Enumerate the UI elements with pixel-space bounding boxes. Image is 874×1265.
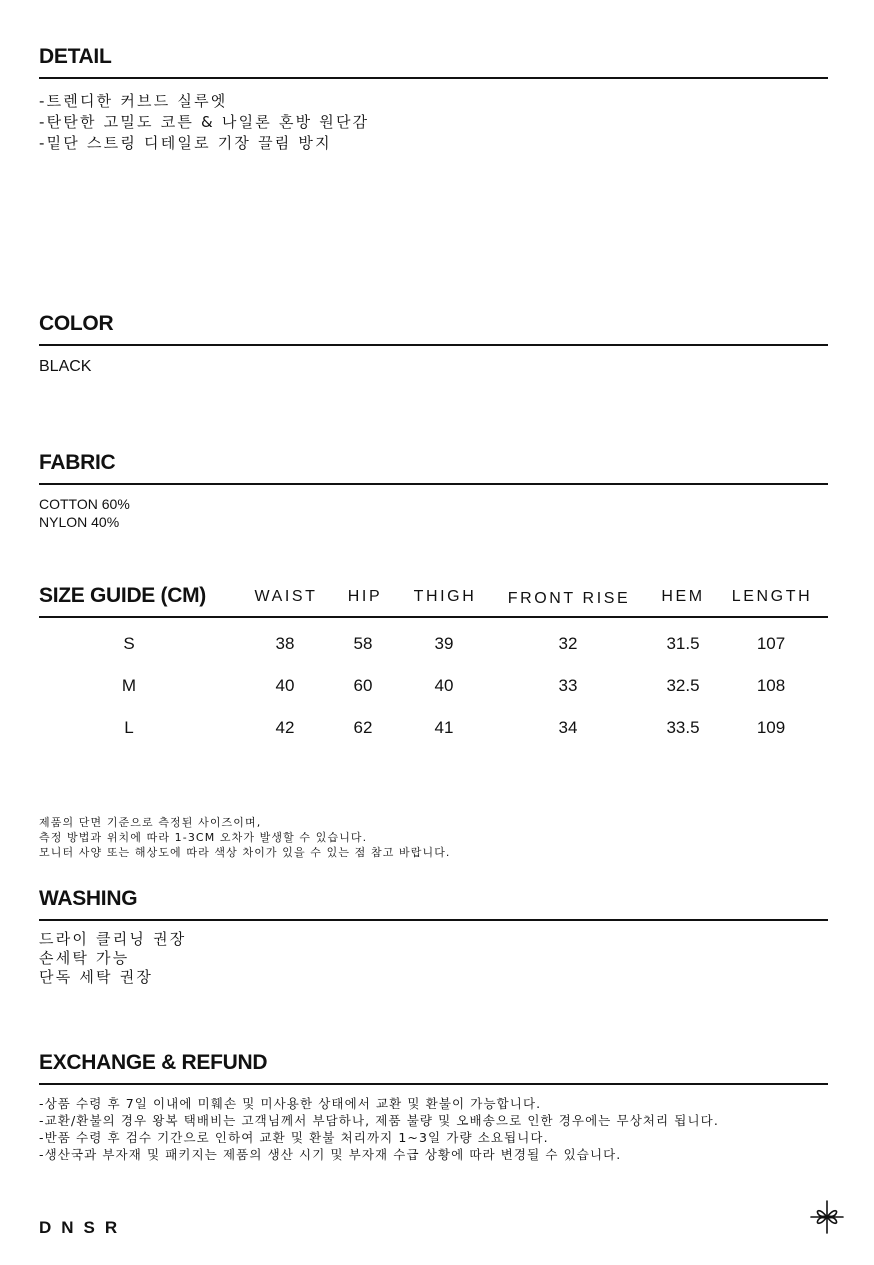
size-value: 32 xyxy=(558,634,578,653)
detail-line: -트렌디한 커브드 실루엣 xyxy=(39,92,228,110)
size-value: 109 xyxy=(756,718,786,737)
size-value: 108 xyxy=(756,676,786,695)
fabric-title: FABRIC xyxy=(39,451,116,474)
color-title: COLOR xyxy=(39,312,114,335)
size-header-waist: WAIST xyxy=(254,588,318,605)
size-value: 34 xyxy=(558,718,578,737)
detail-line: -밑단 스트링 디테일로 기장 끌림 방지 xyxy=(39,134,332,152)
washing-title: WASHING xyxy=(39,887,138,910)
size-header-length: LENGTH xyxy=(731,588,813,605)
size-guide-title: SIZE GUIDE (CM) xyxy=(39,584,206,607)
washing-divider xyxy=(39,919,828,921)
washing-list xyxy=(39,930,186,987)
size-label: L xyxy=(124,718,134,737)
size-value: 38 xyxy=(275,634,295,653)
size-header-thigh: THIGH xyxy=(413,588,477,605)
size-guide-divider xyxy=(39,616,828,618)
detail-title: DETAIL xyxy=(39,45,112,68)
refund-line: -상품 수령 후 7일 이내에 미훼손 및 미사용한 상태에서 교환 및 환불이 가능합니다. xyxy=(39,1096,542,1111)
size-value: 60 xyxy=(353,676,373,695)
detail-divider xyxy=(39,77,828,79)
size-header-hem: HEM xyxy=(661,588,705,605)
size-value: 107 xyxy=(756,634,786,653)
washing-line: 드라이 클리닝 권장 xyxy=(39,930,187,948)
detail-list xyxy=(39,91,369,154)
refund-line: -반품 수령 후 검수 기간으로 인하여 교환 및 환불 처리까지 1~3일 가량 소요됩니다. xyxy=(39,1130,549,1145)
washing-line: 단독 세탁 권장 xyxy=(39,968,154,986)
refund-divider xyxy=(39,1083,828,1085)
size-value: 42 xyxy=(275,718,295,737)
size-value: 40 xyxy=(434,676,454,695)
washing-line: 손세탁 가능 xyxy=(39,949,130,967)
color-divider xyxy=(39,344,828,346)
size-value: 58 xyxy=(353,634,373,653)
size-note: 모니터 사양 또는 해상도에 따라 색상 차이가 있을 수 있는 점 참고 바랍니다. xyxy=(39,846,451,859)
refund-line: -교환/환불의 경우 왕복 택배비는 고객님께서 부담하나, 제품 불량 및 오배송으로 인한 경우에는 무상처리 됩니다. xyxy=(39,1113,719,1128)
fabric-line: COTTON 60% xyxy=(39,496,130,512)
brand-wordmark: DNSR xyxy=(39,1218,128,1237)
size-value: 31.5 xyxy=(666,634,700,653)
size-value: 32.5 xyxy=(666,676,700,695)
fabric-divider xyxy=(39,483,828,485)
size-value: 62 xyxy=(353,718,373,737)
size-header-hip: HIP xyxy=(347,588,383,605)
size-header-front-rise: FRONT RISE xyxy=(507,590,631,607)
size-label: S xyxy=(123,634,135,653)
fabric-line: NYLON 40% xyxy=(39,514,120,530)
size-value: 40 xyxy=(275,676,295,695)
size-note: 측정 방법과 위치에 따라 1-3CM 오차가 발생할 수 있습니다. xyxy=(39,831,368,844)
size-notes xyxy=(39,815,451,860)
color-value: BLACK xyxy=(39,358,92,375)
size-value: 33 xyxy=(558,676,578,695)
refund-list xyxy=(39,1095,719,1163)
refund-title: EXCHANGE & REFUND xyxy=(39,1051,268,1074)
detail-line: -탄탄한 고밀도 코튼 & 나일론 혼방 원단감 xyxy=(39,113,370,131)
size-value: 39 xyxy=(434,634,454,653)
size-label: M xyxy=(121,676,137,695)
size-value: 33.5 xyxy=(666,718,700,737)
refund-line: -생산국과 부자재 및 패키지는 제품의 생산 시기 및 부자재 수급 상황에 따라 변경될 수 있습니다. xyxy=(39,1147,622,1162)
ornament-logo-icon xyxy=(809,1199,845,1235)
size-note: 제품의 단면 기준으로 측정된 사이즈이며, xyxy=(39,816,262,829)
fabric-list xyxy=(39,495,130,531)
size-value: 41 xyxy=(434,718,454,737)
